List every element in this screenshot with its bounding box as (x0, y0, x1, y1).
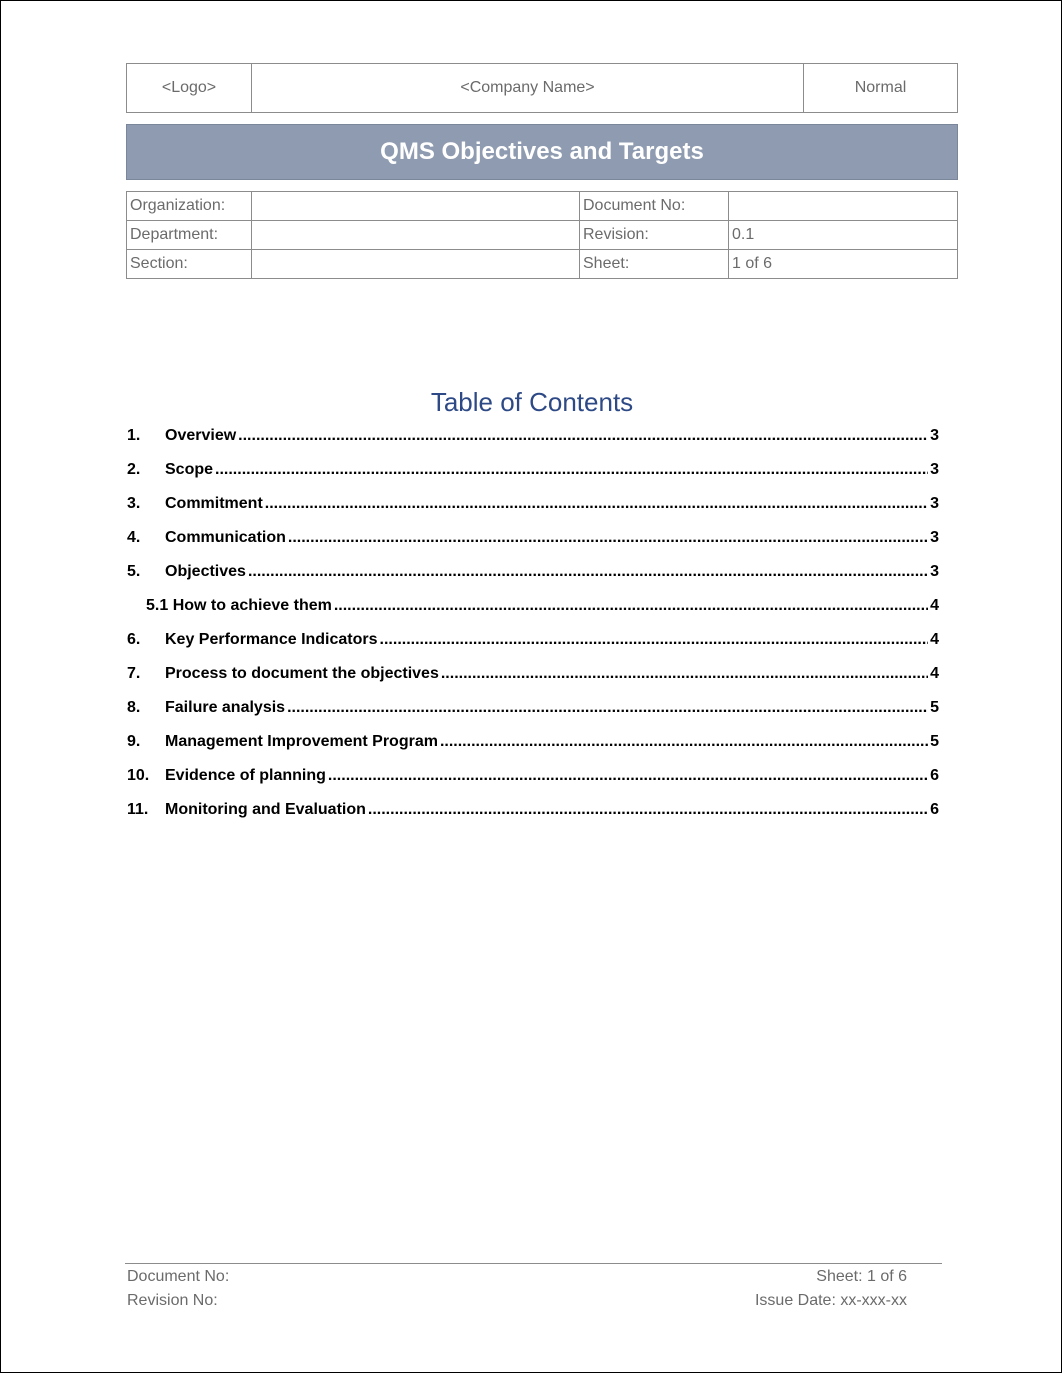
document-title: QMS Objectives and Targets (126, 124, 958, 180)
toc-item-number: 1. (127, 427, 141, 444)
footer-issue-date: Issue Date: xx-xxx-xx (754, 1292, 907, 1309)
toc-item-number: 7. (127, 665, 141, 682)
footer-document-no: Document No: (127, 1268, 230, 1285)
toc-item-page: 4 (930, 597, 939, 614)
department-label: Department: (127, 221, 252, 250)
toc-item-scope[interactable] (127, 455, 939, 489)
sheet-value: 1 of 6 (729, 250, 958, 279)
toc-item-title: Overview (165, 427, 237, 444)
toc-item-page: 6 (930, 767, 939, 784)
toc-item-number: 6. (127, 631, 141, 648)
toc-item-commitment[interactable] (127, 489, 939, 523)
toc-item-overview[interactable] (127, 421, 939, 455)
toc-item-page: 6 (930, 801, 939, 818)
toc-item-page: 3 (930, 461, 939, 478)
toc-item-title: Management Improvement Program (165, 733, 438, 750)
header-table (126, 63, 958, 113)
toc-item-objectives[interactable] (127, 557, 939, 591)
toc-item-kpi[interactable] (127, 625, 939, 659)
toc-item-page: 3 (930, 427, 939, 444)
toc-leader-dots (328, 761, 928, 791)
toc-item-page: 4 (930, 665, 939, 682)
toc-item-number: 3. (127, 495, 141, 512)
toc-item-monitoring[interactable] (127, 795, 939, 829)
toc-item-page: 4 (930, 631, 939, 648)
toc-heading: Table of Contents (430, 387, 634, 417)
toc-item-process[interactable] (127, 659, 939, 693)
revision-value: 0.1 (729, 221, 958, 250)
sheet-label: Sheet: (580, 250, 729, 279)
organization-value (252, 192, 580, 221)
footer-divider (125, 1263, 942, 1264)
toc-item-page: 3 (930, 563, 939, 580)
company-name: <Company Name> (252, 64, 804, 113)
toc-leader-dots (334, 591, 928, 621)
toc-leader-dots (440, 727, 928, 757)
toc-item-failure-analysis[interactable] (127, 693, 939, 727)
toc-item-title: Evidence of planning (165, 767, 326, 784)
toc-item-number: 8. (127, 699, 141, 716)
toc-item-management-program[interactable] (127, 727, 939, 761)
toc-leader-dots (248, 557, 928, 587)
document-no-label: Document No: (580, 192, 729, 221)
toc-item-number: 4. (127, 529, 141, 546)
toc-item-title: Commitment (165, 495, 263, 512)
toc-leader-dots (238, 421, 928, 451)
toc-item-number: 10. (127, 767, 150, 784)
toc-item-title: Communication (165, 529, 286, 546)
classification-label: Normal (804, 64, 958, 113)
toc-leader-dots (368, 795, 928, 825)
toc-leader-dots (287, 693, 928, 723)
toc-item-number: 2. (127, 461, 141, 478)
footer-sheet: Sheet: 1 of 6 (816, 1268, 907, 1285)
department-value (252, 221, 580, 250)
toc-item-number: 5. (127, 563, 141, 580)
toc-leader-dots (441, 659, 928, 689)
toc-item-title: Process to document the objectives (165, 665, 439, 682)
logo-placeholder: <Logo> (127, 64, 252, 113)
table-of-contents (127, 421, 939, 829)
toc-item-title: Key Performance Indicators (165, 631, 378, 648)
toc-item-page: 5 (930, 699, 939, 716)
revision-label: Revision: (580, 221, 729, 250)
toc-item-number: 9. (127, 733, 141, 750)
toc-item-how-to-achieve[interactable] (127, 591, 939, 625)
toc-item-evidence-of-planning[interactable] (127, 761, 939, 795)
toc-item-title: Monitoring and Evaluation (165, 801, 366, 818)
document-no-value (729, 192, 958, 221)
section-label: Section: (127, 250, 252, 279)
toc-item-title: Failure analysis (165, 699, 286, 716)
toc-item-title: 5.1 How to achieve them (146, 597, 332, 614)
toc-item-title: Scope (165, 461, 214, 478)
toc-item-page: 3 (930, 495, 939, 512)
section-value (252, 250, 580, 279)
toc-leader-dots (265, 489, 928, 519)
toc-item-page: 5 (930, 733, 939, 750)
toc-item-title: Objectives (165, 563, 246, 580)
organization-label: Organization: (127, 192, 252, 221)
toc-item-page: 3 (930, 529, 939, 546)
toc-leader-dots (288, 523, 928, 553)
document-info-table (126, 191, 958, 279)
toc-item-number: 11. (127, 801, 149, 818)
footer-revision-no: Revision No: (127, 1292, 218, 1309)
toc-item-communication[interactable] (127, 523, 939, 557)
toc-leader-dots (215, 455, 928, 485)
toc-leader-dots (380, 625, 929, 655)
